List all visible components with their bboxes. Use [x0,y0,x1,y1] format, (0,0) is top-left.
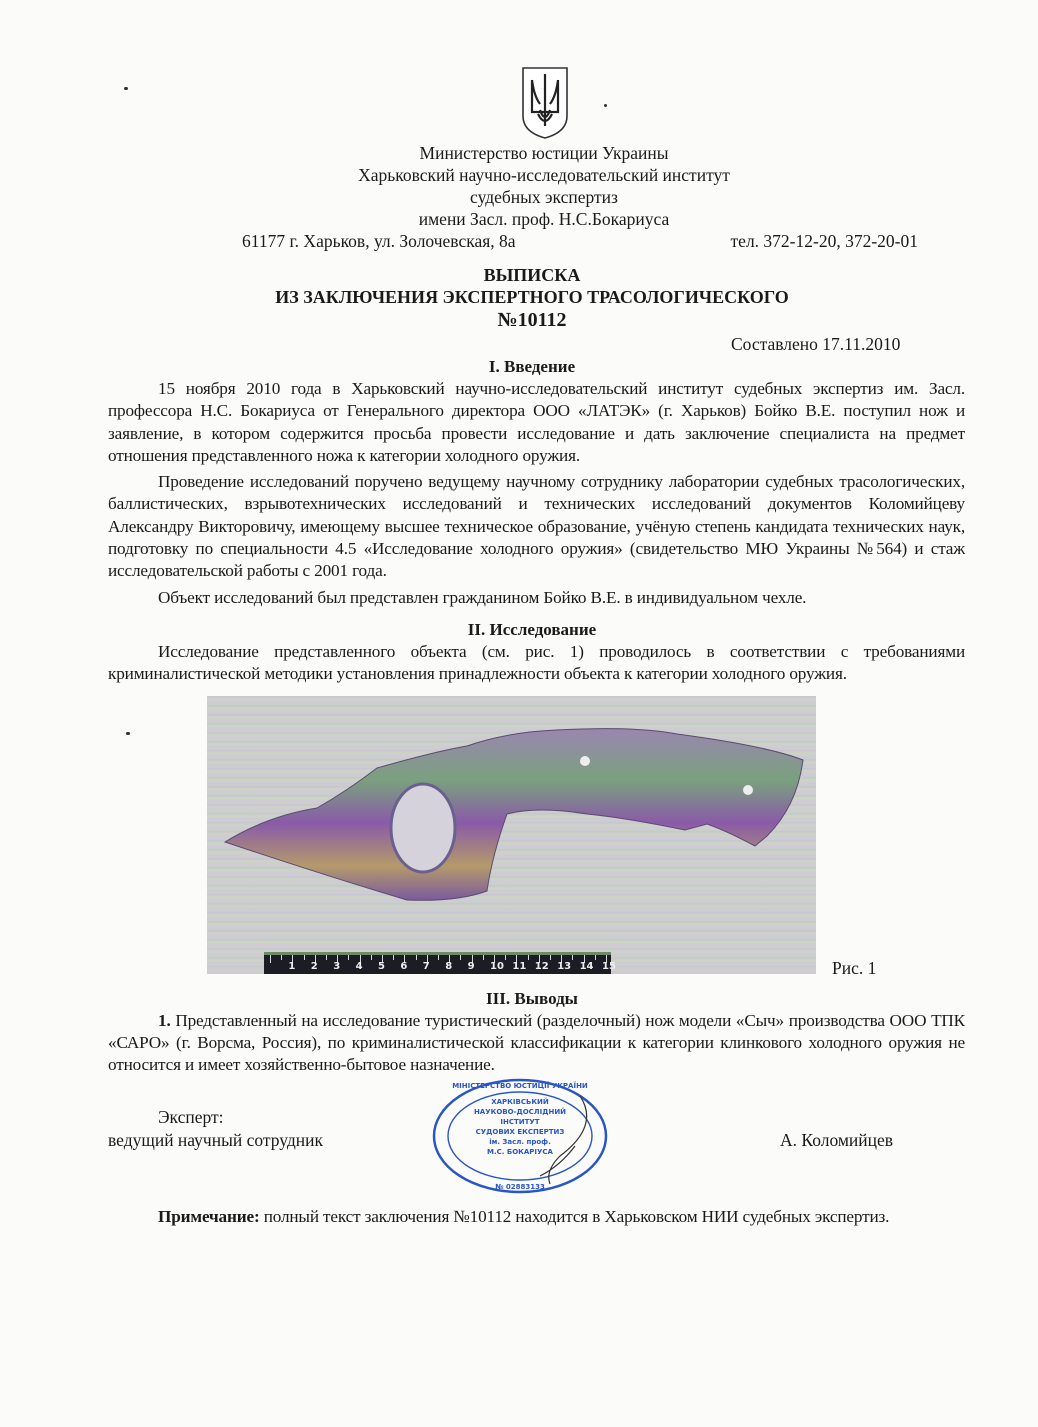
note-text: полный текст заключения №10112 находится в Харьковском НИИ судебных экспертиз. [259,1207,890,1227]
ruler-tick [528,955,529,960]
section-heading-research: II. Исследование [467,619,597,639]
knife-photo [207,696,816,974]
intro-paragraph-2: Проведение исследований поручено ведущему научному сотруднику лаборатории судебных трасологических, баллистических, взрывотехнических исследований и технических исследований документов Коломийцеву Александру Викторовичу, имеющему высшее техническое образование, учёную степень кандидата технических наук, подготовку по специальности 4.5 «Исследование холодного оружия» (свидетельство МЮ Украины №564) и стаж исследовательской работы с 2001 года. [108,472,965,581]
ruler-label: 15 [602,960,616,972]
ruler-tick [460,955,461,960]
stamp-line-4: СУДОВИХ ЕКСПЕРТИЗ [475,1128,565,1137]
note-label: Примечание: [158,1207,260,1227]
signature-block [0,1082,1038,1192]
stamp-line-6: М.С. БОКАРІУСА [487,1148,553,1157]
ruler-label: 8 [445,960,453,972]
ruler-label: 12 [534,960,549,972]
intro-paragraph-3: Объект исследований был представлен гражданином Бойко В.Е. в индивидуальном чехле. [158,587,807,607]
ruler-tick [572,955,573,960]
institute-phone: тел. 372-12-20, 372-20-01 [730,231,918,251]
ruler-tick [348,955,349,960]
ruler-label: 3 [333,960,341,972]
ruler-label: 9 [467,960,475,972]
stamp-line-3: ІНСТИТУТ [500,1118,540,1127]
ruler-label: 2 [310,960,318,972]
handwritten-signature [540,1096,587,1184]
ruler-label: 14 [579,960,594,972]
ruler [264,952,616,974]
trident-coat-of-arms-icon [520,66,570,140]
conclusion-item-number: 1. [158,1010,171,1030]
ruler-tick [505,955,506,960]
figure-caption: Рис. 1 [832,957,877,978]
section-heading-introduction: I. Введение [488,357,576,376]
doc-title-line-1: ВЫПИСКА [483,265,581,285]
stamp-line-5: ім. Засл. проф. [489,1138,551,1147]
stamp-line-1: ХАРКІВСЬКИЙ [491,1098,549,1107]
composed-date: Составлено 17.11.2010 [731,334,901,354]
scan-speck [126,732,130,735]
section-heading-conclusions: III. Выводы [486,988,578,1008]
expert-label: Эксперт: [158,1107,224,1128]
ruler-tick [270,955,271,963]
research-paragraph-1: Исследование представленного объекта (см. рис. 1) проводилось в соответствии с требованиями криминалистической методики установления принадлежности объекта к категории холодного оружия. [108,641,965,684]
institute-line-1: Харьковский научно-исследовательский институт [358,165,730,185]
expert-position: ведущий научный сотрудник [108,1130,324,1151]
figure-row [0,696,1038,978]
ruler-label: 7 [422,960,430,972]
stamp-outer-text: МІНІСТЕРСТВО ЮСТИЦІЇ УКРАЇНИ [452,1082,588,1091]
ruler-label: 1 [288,960,296,972]
ruler-label: 11 [512,960,527,972]
conclusion-paragraph-1 [108,1010,965,1077]
ruler-tick [438,955,439,960]
ruler-tick [393,955,394,960]
doc-number: №10112 [497,309,567,331]
ruler-label: 4 [355,960,363,972]
doc-title-line-2: ИЗ ЗАКЛЮЧЕНИЯ ЭКСПЕРТНОГО ТРАСОЛОГИЧЕСКОГО [275,287,789,307]
knife-image [207,696,816,974]
ruler-label: 10 [490,960,504,972]
ruler-tick [304,955,305,960]
expert-name: А. Коломийцев [780,1130,894,1151]
intro-paragraph-1: 15 ноября 2010 года в Харьковский научно-исследовательский институт судебных экспертиз им. Засл. профессора Н.С. Бокариуса от Генерального директора ООО «ЛАТЭК» (г. Харьков) Бойко В.Е. поступил нож и заявление, в котором содержится просьба провести исследование и дать заключение специалиста на предмет отношения представленного ножа к категории холодного оружия. [108,379,965,465]
ruler-tick [371,955,372,960]
ruler-tick [416,955,417,960]
ruler-tick [483,955,484,960]
institute-contacts [0,230,1038,252]
institute-line-2: судебных экспертиз [470,187,618,207]
ruler-tick [326,955,327,960]
ministry-name: Министерство юстиции Украины [419,143,669,163]
ruler-tick [595,955,596,960]
conclusion-text: Представленный на исследование туристический (разделочный) нож модели «Сыч» производства ООО ТПК «САРО» (г. Ворсма, Россия), по криминалистической классификации к категории клинкового холодного оружия не относится и имеет хозяйственно-бытовое назначение. [108,1010,965,1075]
stamp-code: № 02883133 [495,1183,545,1192]
ruler-tick [550,955,551,960]
ruler-label: 5 [378,960,385,972]
stamp-line-2: НАУКОВО-ДОСЛІДНИЙ [473,1108,567,1117]
institute-line-3: имени Засл. проф. Н.С.Бокариуса [418,209,670,229]
ruler-tick [281,955,282,960]
ruler-label: 13 [557,960,572,972]
ruler-label: 6 [400,960,408,972]
note-paragraph [108,1206,965,1228]
institute-address: 61177 г. Харьков, ул. Золочевская, 8а [242,231,516,251]
